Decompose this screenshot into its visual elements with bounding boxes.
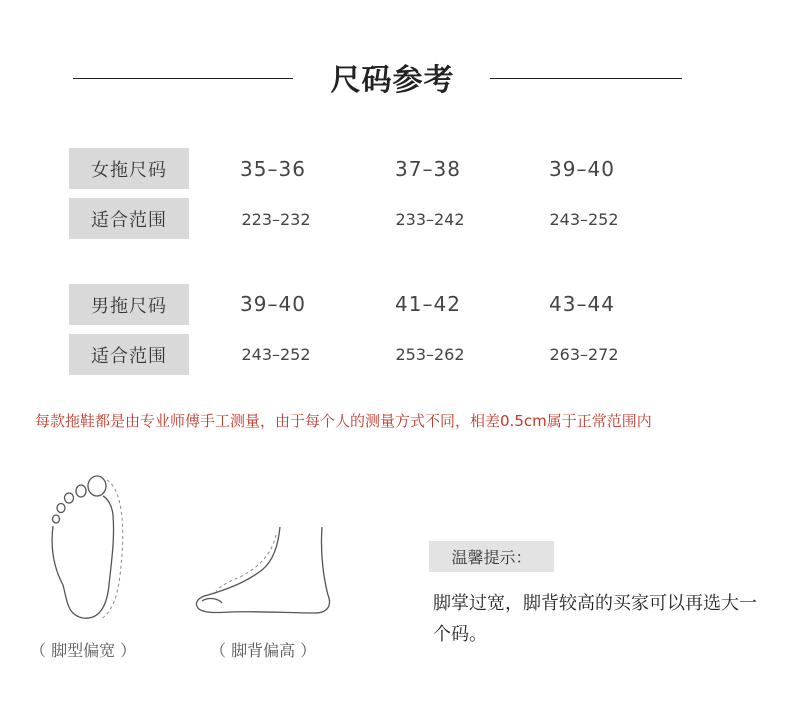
tips-text: 脚掌过宽，脚背较高的买家可以再选大一个码。	[433, 593, 757, 645]
men-range-2: 253–262	[395, 345, 465, 364]
wide-foot-icon	[45, 470, 135, 625]
men-size-3: 43–44	[549, 292, 615, 316]
men-range-1: 243–252	[241, 345, 311, 364]
high-instep-foot-icon	[190, 525, 335, 620]
title-divider-right	[490, 78, 682, 79]
women-size-2: 37–38	[395, 157, 461, 181]
men-size-1: 39–40	[240, 292, 306, 316]
high-instep-caption: （ 脚背偏高 ）	[210, 641, 317, 660]
title-divider-left	[73, 78, 293, 79]
women-size-label: 女拖尺码	[69, 148, 189, 189]
page-title: 尺码参考	[330, 63, 455, 98]
women-range-3: 243–252	[549, 210, 619, 229]
men-size-label: 男拖尺码	[69, 284, 189, 325]
women-fit-label: 适合范围	[69, 198, 189, 239]
tips-label: 温馨提示：	[429, 541, 554, 572]
women-range-2: 233–242	[395, 210, 465, 229]
wide-foot-caption: （ 脚型偏宽 ）	[30, 641, 137, 660]
men-fit-label: 适合范围	[69, 334, 189, 375]
measurement-notice: 每款拖鞋都是由专业师傅手工测量，由于每个人的测量方式不同，相差0.5cm属于正常范围内	[35, 412, 652, 430]
women-size-1: 35–36	[240, 157, 306, 181]
women-size-3: 39–40	[549, 157, 615, 181]
men-range-3: 263–272	[549, 345, 619, 364]
men-size-2: 41–42	[395, 292, 461, 316]
women-range-1: 223–232	[241, 210, 311, 229]
